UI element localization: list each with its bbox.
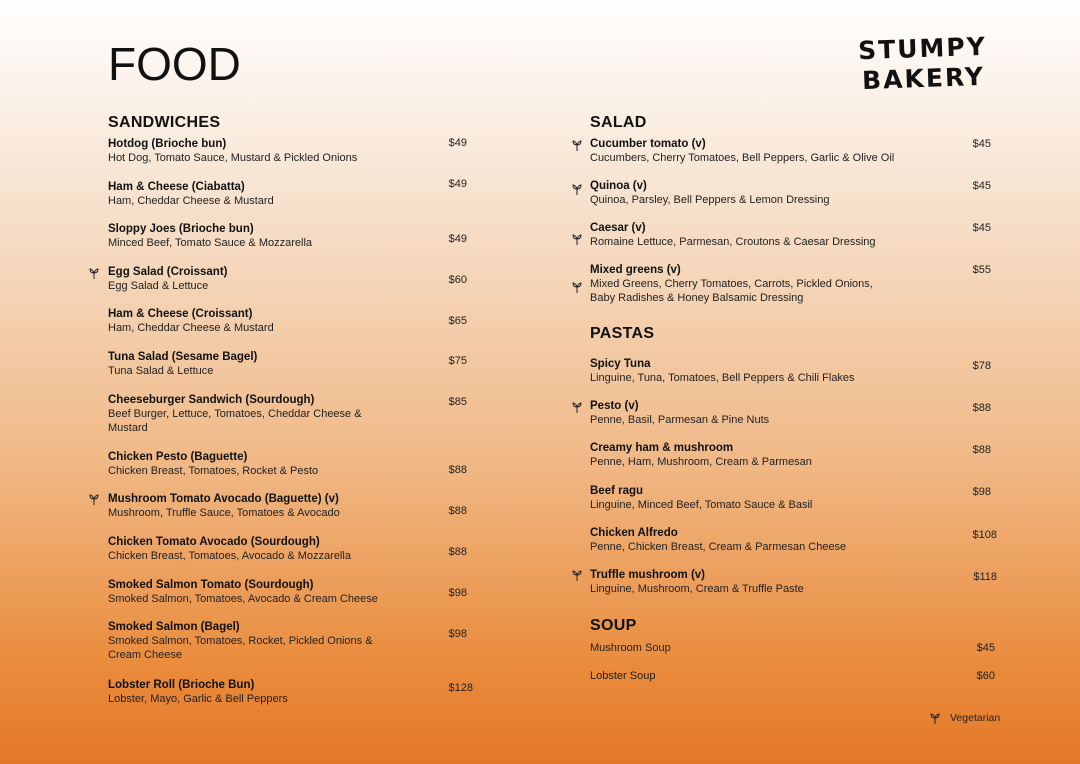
item-description: Tuna Salad & Lettuce — [108, 365, 214, 377]
item-description: Hot Dog, Tomato Sauce, Mustard & Pickled Onions — [108, 152, 358, 164]
vegetarian-leaf-icon — [572, 570, 582, 582]
menu-item — [590, 263, 990, 305]
page-title: FOOD — [108, 38, 241, 90]
vegetarian-leaf-icon — [89, 268, 99, 280]
item-name: Pesto (v) — [590, 400, 639, 412]
menu-item — [590, 399, 990, 427]
menu-item — [590, 441, 990, 469]
vegetarian-leaf-icon — [89, 494, 99, 506]
item-price: $88 — [972, 402, 991, 414]
item-price: $45 — [976, 642, 995, 654]
vegetarian-legend-label: Vegetarian — [950, 712, 1001, 724]
item-description: Ham, Cheddar Cheese & Mustard — [108, 322, 274, 334]
item-description: Smoked Salmon, Tomatoes, Avocado & Cream Cheese — [108, 593, 378, 605]
item-price: $49 — [448, 137, 467, 149]
item-description: Cucumbers, Cherry Tomatoes, Bell Peppers, Garlic & Olive Oil — [590, 152, 895, 164]
item-price: $75 — [448, 355, 467, 367]
item-description: Chicken Breast, Tomatoes, Rocket & Pesto — [108, 465, 319, 477]
item-price: $45 — [972, 180, 991, 192]
section-heading-sandwiches: SANDWICHES — [108, 114, 221, 131]
item-name: Chicken Alfredo — [590, 527, 678, 539]
item-price: $98 — [972, 486, 991, 498]
item-price: $88 — [448, 546, 467, 558]
item-name: Creamy ham & mushroom — [590, 442, 734, 454]
item-name: Mushroom Tomato Avocado (Baguette) (v) — [108, 493, 339, 505]
item-name: Sloppy Joes (Brioche bun) — [108, 223, 254, 235]
item-description: Smoked Salmon, Tomatoes, Rocket, Pickled Onions & — [108, 635, 373, 647]
vegetarian-leaf-icon — [572, 184, 582, 196]
menu-item — [590, 179, 990, 207]
menu-item — [590, 568, 990, 596]
item-price: $88 — [448, 505, 467, 517]
vegetarian-leaf-icon — [572, 140, 582, 152]
item-price: $55 — [972, 264, 991, 276]
section-heading-soup: SOUP — [590, 617, 637, 634]
item-description: Lobster, Mayo, Garlic & Bell Peppers — [108, 693, 288, 705]
item-name: Truffle mushroom (v) — [590, 569, 706, 581]
item-description-line-2: Cream Cheese — [108, 649, 182, 661]
item-name: Egg Salad (Croissant) — [108, 266, 228, 278]
item-name: Quinoa (v) — [590, 180, 647, 192]
item-price: $49 — [448, 178, 467, 190]
vegetarian-leaf-icon — [572, 402, 582, 414]
item-description: Chicken Breast, Tomatoes, Avocado & Mozzarella — [108, 550, 351, 562]
section-heading-salad: SALAD — [590, 114, 647, 131]
item-price: $88 — [448, 464, 467, 476]
item-price: $45 — [972, 222, 991, 234]
item-price: $108 — [972, 529, 997, 541]
item-name: Caesar (v) — [590, 222, 646, 234]
logo-line-1: STUMPY — [857, 31, 988, 66]
item-description: Beef Burger, Lettuce, Tomatoes, Cheddar Cheese & — [108, 408, 362, 420]
soup-item-name: Lobster Soup — [590, 670, 656, 682]
item-price: $98 — [448, 628, 467, 640]
item-price: $65 — [448, 315, 467, 327]
item-price: $45 — [972, 138, 991, 150]
item-name: Beef ragu — [590, 485, 644, 497]
item-name: Ham & Cheese (Croissant) — [108, 308, 253, 320]
logo-line-2: BAKERY — [861, 61, 986, 96]
item-name: Ham & Cheese (Ciabatta) — [108, 181, 245, 193]
item-description: Linguine, Minced Beef, Tomato Sauce & Basil — [590, 499, 813, 511]
vegetarian-leaf-icon — [930, 713, 940, 725]
item-description: Linguine, Tuna, Tomatoes, Bell Peppers & Chili Flakes — [590, 372, 855, 384]
vegetarian-leaf-icon — [572, 234, 582, 246]
item-name: Tuna Salad (Sesame Bagel) — [108, 351, 258, 363]
item-description: Mixed Greens, Cherry Tomatoes, Carrots, Pickled Onions, — [590, 278, 873, 290]
item-description-line-2: Mustard — [108, 422, 148, 434]
item-price: $128 — [448, 682, 473, 694]
section-heading-pastas: PASTAS — [590, 325, 655, 342]
item-description-line-2: Baby Radishes & Honey Balsamic Dressing — [590, 292, 804, 304]
soup-item-name: Mushroom Soup — [590, 642, 671, 654]
item-price: $49 — [448, 233, 467, 245]
item-name: Mixed greens (v) — [590, 264, 681, 276]
item-description: Minced Beef, Tomato Sauce & Mozzarella — [108, 237, 313, 249]
item-description: Mushroom, Truffle Sauce, Tomatoes & Avocado — [108, 507, 340, 519]
item-description: Egg Salad & Lettuce — [108, 280, 209, 292]
item-price: $88 — [972, 444, 991, 456]
menu-item — [590, 484, 990, 512]
item-description: Ham, Cheddar Cheese & Mustard — [108, 195, 274, 207]
item-name: Chicken Pesto (Baguette) — [108, 451, 248, 463]
item-description: Linguine, Mushroom, Cream & Truffle Paste — [590, 583, 804, 595]
item-price: $85 — [448, 396, 467, 408]
item-name: Spicy Tuna — [590, 358, 651, 370]
item-description: Penne, Chicken Breast, Cream & Parmesan Cheese — [590, 541, 847, 553]
menu-item — [590, 137, 990, 165]
item-name: Smoked Salmon (Bagel) — [108, 621, 240, 633]
item-description: Quinoa, Parsley, Bell Peppers & Lemon Dressing — [590, 194, 830, 206]
item-description: Romaine Lettuce, Parmesan, Croutons & Caesar Dressing — [590, 236, 876, 248]
item-price: $78 — [972, 360, 991, 372]
bakery-logo — [847, 31, 999, 96]
item-description: Penne, Ham, Mushroom, Cream & Parmesan — [590, 456, 812, 468]
item-price: $98 — [448, 587, 467, 599]
item-price: $118 — [973, 571, 997, 583]
menu-item — [590, 221, 990, 249]
vegetarian-leaf-icon — [572, 282, 582, 294]
item-name: Chicken Tomato Avocado (Sourdough) — [108, 536, 320, 548]
item-price: $60 — [976, 670, 995, 682]
item-price: $60 — [448, 274, 467, 286]
menu-item — [590, 526, 990, 554]
item-name: Cucumber tomato (v) — [590, 138, 706, 150]
item-name: Smoked Salmon Tomato (Sourdough) — [108, 579, 314, 591]
menu-item — [590, 357, 990, 385]
item-name: Cheeseburger Sandwich (Sourdough) — [108, 394, 315, 406]
item-name: Hotdog (Brioche bun) — [108, 138, 227, 150]
item-description: Penne, Basil, Parmesan & Pine Nuts — [590, 414, 770, 426]
item-name: Lobster Roll (Brioche Bun) — [108, 679, 255, 691]
